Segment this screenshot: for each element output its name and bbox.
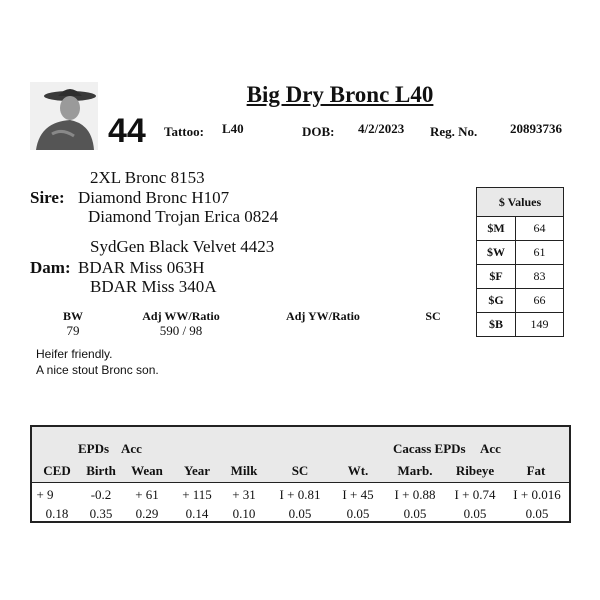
epd-acc-ced: 0.18 [45, 506, 69, 521]
table-row: $G 66 [477, 289, 564, 313]
epd-acc-fat: 0.05 [525, 506, 549, 521]
sire-dam: Diamond Trojan Erica 0824 [88, 207, 279, 226]
reg-label: Reg. No. [430, 124, 478, 139]
epd-value-wt: I + 45 [342, 487, 374, 502]
dam-label: Dam: [30, 258, 71, 277]
carcass-acc-label: Acc [480, 441, 501, 456]
table-row: $B 149 [477, 313, 564, 337]
epd-value-sc: I + 0.81 [279, 487, 321, 502]
dollar-values-table [476, 187, 564, 337]
epd-value-ribeye: I + 0.74 [454, 487, 496, 502]
epd-col-marb: Marb. [397, 463, 433, 478]
epd-col-birth: Birth [86, 463, 116, 478]
epd-value-fat: I + 0.016 [513, 487, 561, 502]
sire-sire: 2XL Bronc 8153 [90, 168, 205, 187]
bw-header: BW [62, 309, 83, 323]
epd-col-fat: Fat [526, 463, 546, 478]
bw-value: 79 [66, 323, 80, 338]
lot-number: 44 [108, 112, 146, 150]
epd-col-wt: Wt. [347, 463, 369, 478]
dob-label: DOB: [302, 124, 335, 139]
dam-sire: SydGen Black Velvet 4423 [90, 237, 275, 256]
tattoo-value: L40 [222, 121, 244, 136]
carcass-epd-label: Cacass EPDs [393, 441, 466, 456]
sire-label: Sire: [30, 188, 65, 207]
epd-acc-wean: 0.29 [135, 506, 159, 521]
epd-col-milk: Milk [230, 463, 258, 478]
epd-col-sc: SC [291, 463, 309, 478]
adj-yw-header: Adj YW/Ratio [286, 309, 360, 323]
epd-acc-label: Acc [121, 441, 142, 456]
sire-name: Diamond Bronc H107 [78, 188, 230, 207]
note-line-1: Heifer friendly. [36, 347, 113, 361]
epd-acc-birth: 0.35 [89, 506, 113, 521]
tattoo-label: Tattoo: [164, 124, 204, 139]
note-line-2: A nice stout Bronc son. [36, 363, 159, 377]
epd-value-ced: + 9 [36, 487, 54, 502]
epd-acc-marb: 0.05 [403, 506, 427, 521]
epd-col-year: Year [184, 463, 210, 478]
dam-dam: BDAR Miss 340A [90, 277, 217, 296]
epd-value-year: + 115 [182, 487, 212, 502]
table-row: $M 64 [477, 217, 564, 241]
epd-value-marb: I + 0.88 [394, 487, 436, 502]
epd-col-ribeye: Ribeye [455, 463, 495, 478]
adj-ww-header: Adj WW/Ratio [142, 309, 220, 323]
table-row: $F 83 [477, 265, 564, 289]
epd-value-birth: -0.2 [90, 487, 112, 502]
adj-ww-value: 590 / 98 [159, 323, 203, 338]
dollar-values-title: $ Values [477, 188, 564, 217]
cowboy-photo [30, 82, 98, 150]
epd-acc-milk: 0.10 [232, 506, 256, 521]
dam-name: BDAR Miss 063H [78, 258, 205, 277]
reg-value: 20893736 [510, 121, 562, 136]
epd-value-wean: + 61 [135, 487, 159, 502]
epd-acc-wt: 0.05 [346, 506, 370, 521]
epd-acc-year: 0.14 [185, 506, 209, 521]
epd-group-label: EPDs [78, 441, 110, 456]
epd-col-wean: Wean [131, 463, 163, 478]
epd-value-milk: + 31 [232, 487, 256, 502]
table-row: $W 61 [477, 241, 564, 265]
page-title: Big Dry Bronc L40 [246, 82, 434, 107]
sc-header: SC [425, 309, 441, 323]
epd-acc-sc: 0.05 [288, 506, 312, 521]
dob-value: 4/2/2023 [358, 121, 405, 136]
epd-col-ced: CED [43, 463, 71, 478]
epd-acc-ribeye: 0.05 [463, 506, 487, 521]
